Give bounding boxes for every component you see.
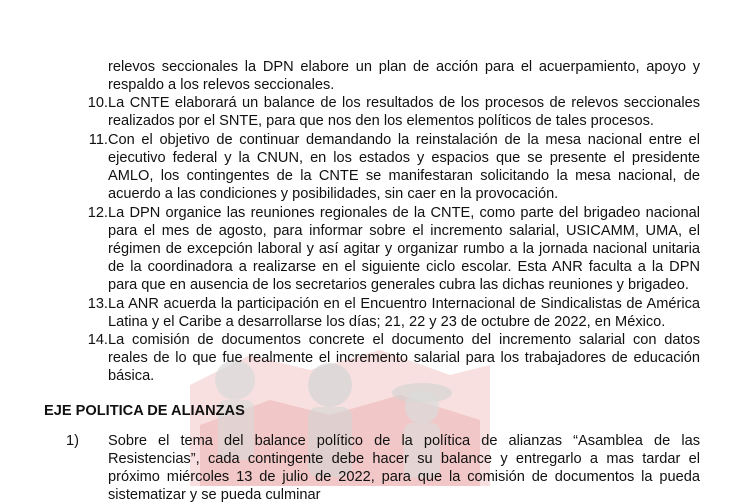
list-item-number: 14. [87,332,108,348]
item-continuation-text: relevos seccionales la DPN elabore un plan de acción para el acuerpamiento, apoyo y respaldo a los relevos seccionales. [108,59,700,93]
list-item-text: Sobre el tema del balance político de la política de alianzas “Asamblea de las Resistencias”, cada contingente debe hacer su balance y entregarlo a mas tardar el próximo miércoles 13 de julio de 2022, para que la comisión de documentos la pueda sistematizar y se pueda culminar [108,433,700,503]
list-item-number: 1) [66,433,79,449]
section-heading: EJE POLITICA DE ALIANZAS [44,403,245,419]
list-item [85,131,700,203]
list-item-number: 13. [87,296,108,312]
list-item-number: 12. [87,205,108,221]
list-item-text: La ANR acuerda la participación en el Encuentro Internacional de Sindicalistas de América Latina y el Caribe a desarrollarse los días; 21, 22 y 23 de octubre de 2022, en México. [108,296,700,330]
list-item [85,331,700,385]
list-item-number: 11. [88,132,108,148]
list-item-number: 10. [87,95,108,111]
list-item [85,94,700,130]
list-item-text: La DPN organice las reuniones regionales de la CNTE, como parte del brigadeo nacional para el mes de agosto, para informar sobre el incremento salarial, USICAMM, UMA, el régimen de excepción laboral y así agitar y organizar rumbo a la jornada nacional unitaria de la coordinadora a realizarse en el siguiente ciclo escolar. Esta ANR faculta a la DPN para que en ausencia de los secretarios generales cubra las dichas reuniones y brigadeo. [108,205,700,293]
list-item [85,204,700,294]
list-item-text: La CNTE elaborará un balance de los resultados de los procesos de relevos seccionales realizados por el SNTE, para que nos den los elementos políticos de tales procesos. [108,95,700,129]
list-item [66,432,700,504]
list-item-text: La comisión de documentos concrete el documento del incremento salarial con datos reales de lo que fue realmente el incremento salarial para los trabajadores de educación básica. [108,332,700,384]
list-item-text: Con el objetivo de continuar demandando la reinstalación de la mesa nacional entre el ejecutivo federal y la CNUN, en los estados y espacios que se presente el presidente AMLO, los contingentes de la CNTE se manifestaran solicitando la mesa nacional, de acuerdo a las condiciones y posibilidades, sin caer en la provocación. [108,132,700,202]
list-item [85,295,700,331]
